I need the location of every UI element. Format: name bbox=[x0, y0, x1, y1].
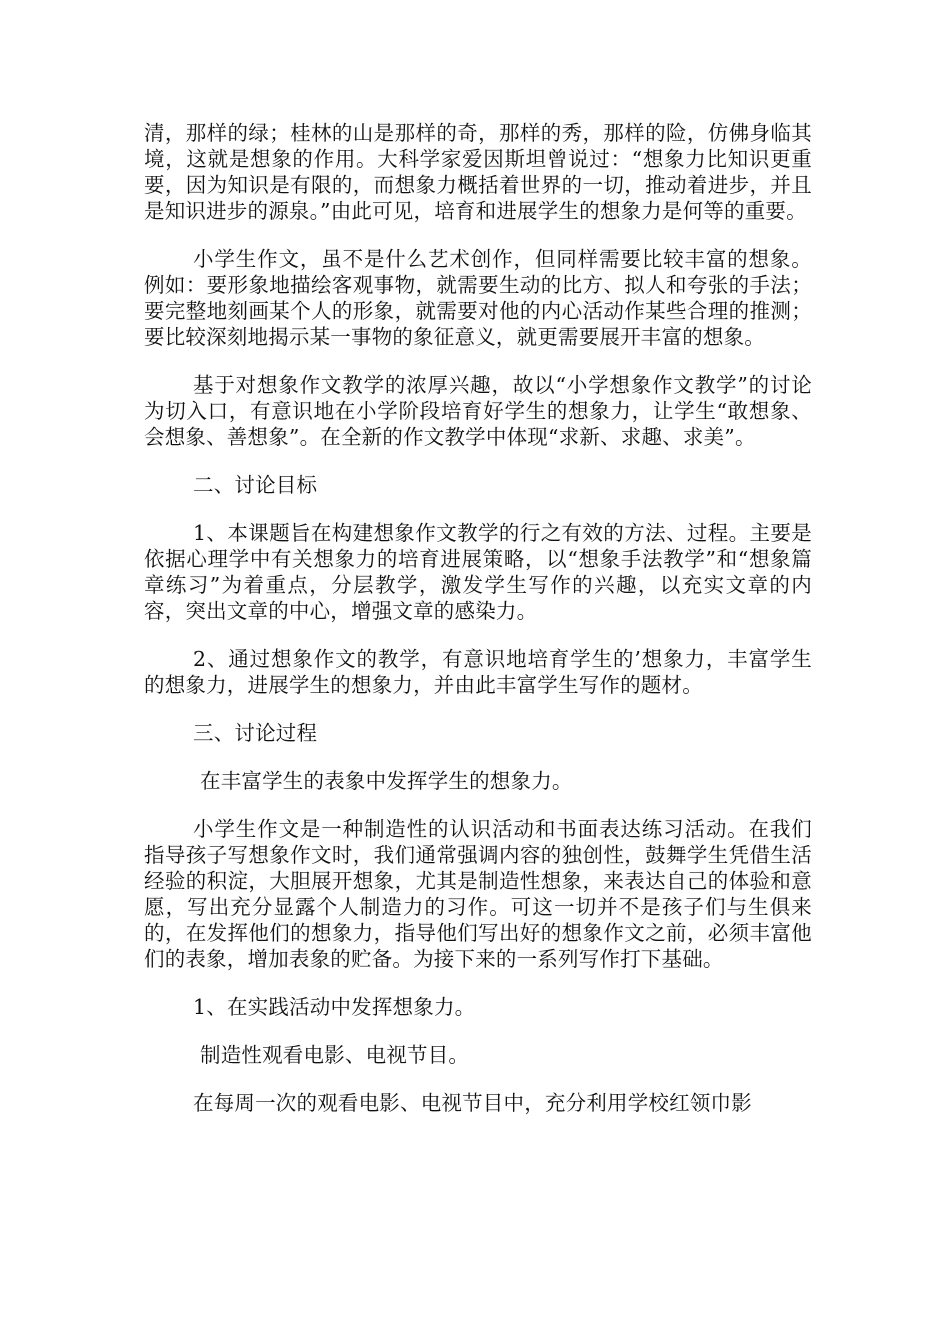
section-heading-goals: 二、讨论目标 bbox=[193, 473, 318, 497]
paragraph-pupil-writing: 小学生作文，虽不是什么艺术创作，但同样需要比较丰富的想象。例如：要形象地描绘客观事物，就需要生动的比方、拟人和夸张的手法；要完整地刻画某个人的形象，就需要对他的内心活动作某些合理的推测；要比较深刻地揭示某一事物的象征意义，就更需要展开丰富的想象。 bbox=[144, 247, 812, 349]
section-heading-process: 三、讨论过程 bbox=[193, 721, 318, 745]
document-page bbox=[144, 120, 812, 1116]
paragraph-weekly-viewing: 在每周一次的观看电影、电视节目中，充分利用学校红领巾影 bbox=[193, 1091, 752, 1115]
subheading-watch-programs: 制造性观看电影、电视节目。 bbox=[200, 1043, 470, 1067]
paragraph-creative-activity: 小学生作文是一种制造性的认识活动和书面表达练习活动。在我们指导孩子写想象作文时，我们通常强调内容的独创性，鼓舞学生凭借生活经验的积淀，大胆展开想象，尤其是制造性想象，来表达自己的体验和意愿，写出充分显露个人制造力的习作。可这一切并不是孩子们与生俱来的，在发挥他们的想象力，指导他们写出好的想象作文之前，必须丰富他们的表象，增加表象的贮备。为接下来的一系列写作打下基础。 bbox=[144, 817, 812, 971]
subheading-enrich-imagery: 在丰富学生的表象中发挥学生的想象力。 bbox=[200, 769, 573, 793]
paragraph-imagination-effect: 清，那样的绿；桂林的山是那样的奇，那样的秀，那样的险，仿佛身临其境，这就是想象的作用。大科学家爱因斯坦曾说过：“想象力比知识更重要，因为知识是有限的，而想象力概括着世界的一切，推动着进步，并且是知识进步的源泉。”由此可见，培育和进展学生的想象力是何等的重要。 bbox=[144, 121, 812, 223]
subheading-practice-activities: 1、在实践活动中发挥想象力。 bbox=[193, 995, 476, 1019]
paragraph-goal-1: 1、本课题旨在构建想象作文教学的行之有效的方法、过程。主要是依据心理学中有关想象力的培育进展策略，以“想象手法教学”和“想象篇章练习”为着重点，分层教学，激发学生写作的兴趣，以充实文章的内容，突出文章的中心，增强文章的感染力。 bbox=[144, 521, 812, 623]
paragraph-goal-2: 2、通过想象作文的教学，有意识地培育学生的’想象力，丰富学生的想象力，进展学生的想象力，并由此丰富学生写作的题材。 bbox=[144, 647, 812, 697]
paragraph-interest-basis: 基于对想象作文教学的浓厚兴趣，故以“小学想象作文教学”的讨论为切入口，有意识地在小学阶段培育好学生的想象力，让学生“敢想象、会想象、善想象”。在全新的作文教学中体现“求新、求趣、求美”。 bbox=[144, 373, 812, 449]
